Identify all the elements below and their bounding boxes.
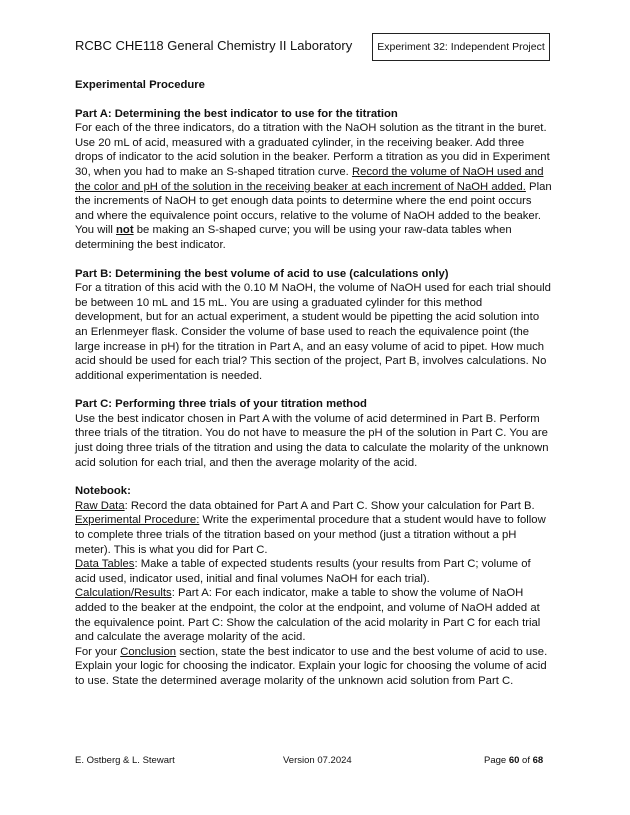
- notebook-heading: Notebook:: [75, 485, 131, 498]
- conclusion-text: section, state the best indicator to use and the best volume of acid to use. Explain your logic for choosing the indicator. Explain your logic for choosing the volume of acid to use. State the determined average molarity of the unknown acid solution from Part C.: [75, 645, 548, 687]
- experiment-box: [372, 33, 550, 61]
- page-prefix: Page: [484, 755, 509, 766]
- part-a-text-1: For each of the three indicators, do a titration with the NaOH solution as the titrant in the buret. Use 20 mL of acid, measured with a graduated cylinder, in the receiving beaker. Add three drops of indicator to the acid solution in the beaker. Perform a titration as you did in Experiment 30, when you had to make an S-shaped titration curve.: [75, 122, 550, 178]
- data-tables-label: Data Tables: [75, 558, 135, 571]
- footer-version: Version 07.2024: [283, 755, 352, 766]
- part-a-heading: Part A: Determining the best indicator to use for the titration: [75, 107, 398, 120]
- page-of: of: [519, 755, 533, 766]
- notebook-calculation: [75, 586, 553, 644]
- notebook-data-tables: [75, 557, 553, 586]
- part-a-not: not: [116, 224, 134, 237]
- notebook-raw-data: [75, 499, 553, 514]
- notebook-procedure: [75, 513, 553, 557]
- raw-data-label: Raw Data: [75, 499, 125, 512]
- procedure-label: Experimental Procedure:: [75, 514, 200, 527]
- part-b-paragraph: For a titration of this acid with the 0.10 M NaOH, the volume of NaOH used for each trial should be between 10 mL and 15 mL. You are using a graduated cylinder for this method development, but for an actual experiment, a student would be pipetting the acid solution into an Erlenmeyer flask. Consider the volume of base used to reach the equivalence point (the large increase in pH) for the titration in Part A, and an easy volume of acid to pipet. How much acid should be used for each trial? This section of the project, Part B, involves calculations. No additional experimentation is needed.: [75, 282, 551, 382]
- course-header: RCBC CHE118 General Chemistry II Laboratory: [75, 38, 353, 53]
- conclusion-prefix: For your: [75, 645, 121, 658]
- notebook-conclusion: [75, 645, 553, 689]
- procedure-content: [75, 78, 553, 689]
- part-c-paragraph: Use the best indicator chosen in Part A with the volume of acid determined in Part B. Perform three trials of the titration. You do not have to measure the pH of the solution in Part C. You are just doing three trials of the titration and using the data to calculate the molarity of the unknown acid solution for each trial, and then the average molarity of the acid.: [75, 412, 549, 469]
- part-a-text-2: Plan the increments of NaOH to get enough data points to determine where the end point occurs and where the equivalence point occurs, relative to the volume of NaOH added to the beaker. You will: [75, 180, 552, 237]
- page-total: 68: [532, 755, 544, 766]
- part-b-heading: Part B: Determining the best volume of acid to use (calculations only): [75, 267, 449, 280]
- part-a-paragraph: [75, 121, 553, 252]
- raw-data-text: : Record the data obtained for Part A and Part C. Show your calculation for Part B.: [124, 499, 535, 512]
- footer-page-number: [484, 755, 543, 766]
- calculation-text: : Part A: For each indicator, make a table to show the volume of NaOH added to the beaker at the endpoint, the color at the endpoint, and volume of NaOH added at the equivalence point. Part C: Show the calculation of the acid molarity in Part C for each trial and calculate the average molarity of the acid.: [75, 587, 541, 644]
- part-a-underlined: Record the volume of NaOH used and the color and pH of the solution in the receiving beaker at each increment of NaOH added.: [75, 165, 544, 193]
- conclusion-label: Conclusion: [120, 645, 177, 658]
- data-tables-text: : Make a table of expected students results (your results from Part C; volume of acid used, indicator used, initial and final volumes NaOH for each trial).: [75, 558, 531, 585]
- part-c-heading: Part C: Performing three trials of your titration method: [75, 398, 367, 411]
- experiment-label: Experiment 32: Independent Project: [377, 41, 545, 53]
- part-a-text-3: be making an S-shaped curve; you will be using your raw-data tables when determining the best indicator.: [75, 224, 512, 251]
- procedure-text: Write the experimental procedure that a student would have to follow to complete three trials of the titration based on your method (just a titration without a pH meter). This is what you did for Part C.: [75, 514, 546, 556]
- footer-authors: E. Ostberg & L. Stewart: [75, 755, 175, 766]
- section-title: Experimental Procedure: [75, 79, 205, 91]
- page-current: 60: [508, 755, 520, 766]
- calculation-label: Calculation/Results: [75, 587, 172, 600]
